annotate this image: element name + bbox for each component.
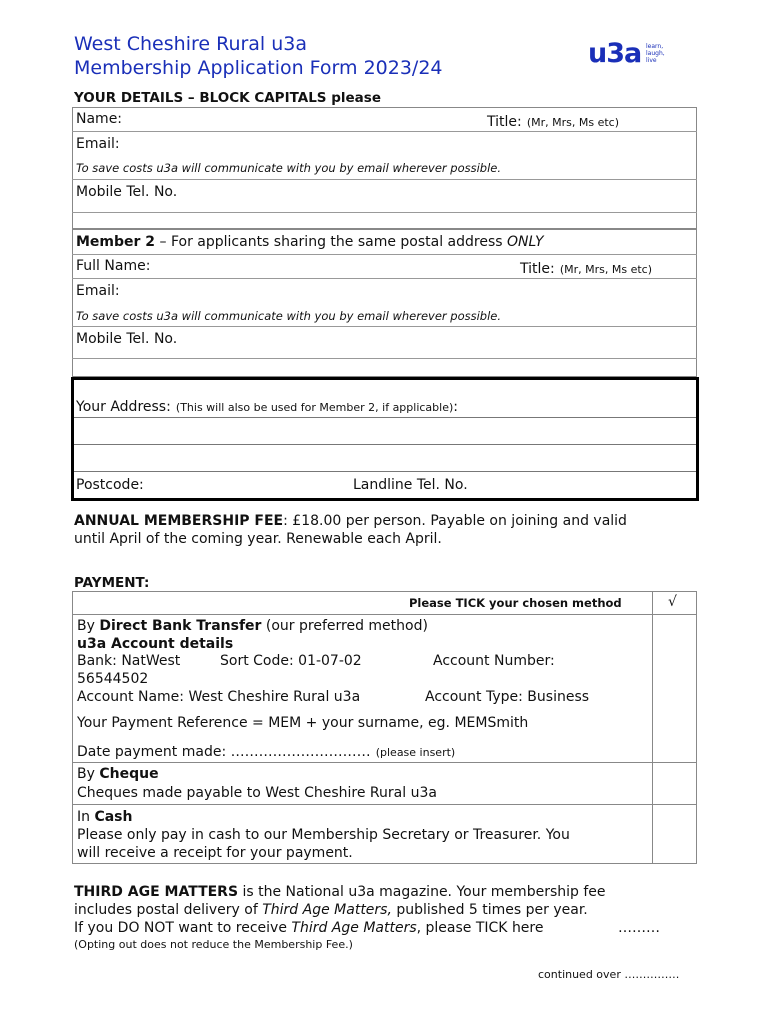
tick-symbol: √ <box>668 594 677 610</box>
divider <box>72 326 697 327</box>
address-colon: : <box>453 399 458 415</box>
divider <box>74 471 696 472</box>
sort-code: Sort Code: 01-07-02 <box>220 653 362 669</box>
divider <box>72 254 697 255</box>
tam-line3 <box>74 920 544 936</box>
cheque-tick-cell[interactable] <box>653 763 696 804</box>
bank-name: Bank: NatWest <box>77 653 181 669</box>
member2-title-label: Title: <box>520 261 555 277</box>
email-label: Email: <box>76 136 120 152</box>
tam-line2-a: includes postal delivery of <box>74 902 263 918</box>
divider <box>72 614 697 615</box>
member2-title-hint: (Mr, Mrs, Ms etc) <box>559 263 653 276</box>
cash-detail-line1: Please only pay in cash to our Membership Secretary or Treasurer. You <box>77 827 570 843</box>
tam-optout-tick[interactable]: ……… <box>618 920 660 936</box>
member2-email-note: To save costs u3a will communicate with you by email wherever possible. <box>76 309 502 323</box>
cheque-bold: Cheque <box>99 766 159 782</box>
account-number-label: Account Number: <box>433 653 555 669</box>
title-hint: (Mr, Mrs, Ms etc) <box>526 116 620 129</box>
form-title-line2: Membership Application Form 2023/24 <box>74 57 443 79</box>
account-details-heading: u3a Account details <box>77 636 234 652</box>
member2-mobile-label: Mobile Tel. No. <box>76 331 178 347</box>
bank-by: By <box>77 618 100 634</box>
tam-line3-a: If you DO NOT want to receive <box>74 920 292 936</box>
cash-method <box>77 809 132 825</box>
tam-line3-italic: Third Age Matters <box>291 920 417 936</box>
date-hint: (please insert) <box>375 746 456 759</box>
cheque-method <box>77 766 159 782</box>
divider <box>72 212 697 213</box>
tam-line1-rest: is the National u3a magazine. Your membership fee <box>238 884 606 900</box>
tam-line2-italic: Third Age Matters, <box>262 902 392 918</box>
tam-heading: THIRD AGE MATTERS <box>74 884 239 900</box>
divider <box>72 762 697 763</box>
landline-label: Landline Tel. No. <box>353 477 468 493</box>
email-note: To save costs u3a will communicate with you by email wherever possible. <box>76 161 502 175</box>
fee-line2: until April of the coming year. Renewable each April. <box>74 531 442 547</box>
tam-line3-b: , please TICK here <box>416 920 544 936</box>
address-label-text: Your Address: <box>76 399 171 415</box>
continued-over: continued over …………… <box>538 968 680 981</box>
cash-in: In <box>77 809 95 825</box>
bank-tick-cell[interactable] <box>653 615 696 762</box>
member2-title-field[interactable] <box>520 258 652 277</box>
logo-wordmark: u3a <box>588 38 642 69</box>
divider <box>72 804 697 805</box>
cash-detail-line2: will receive a receipt for your payment. <box>77 845 353 861</box>
full-name-label: Full Name: <box>76 258 151 274</box>
logo-tagline: learn, laugh, live <box>646 43 665 64</box>
tam-line2 <box>74 902 588 918</box>
address-label <box>76 396 458 415</box>
date-label: Date payment made: ………………………… <box>77 744 371 760</box>
divider <box>72 179 697 180</box>
address-note: (This will also be used for Member 2, if applicable) <box>175 401 454 414</box>
cheque-by: By <box>77 766 100 782</box>
divider <box>74 417 696 418</box>
payment-heading: PAYMENT: <box>74 575 150 591</box>
divider <box>72 278 697 279</box>
title-field[interactable] <box>487 111 619 130</box>
bank-method <box>77 618 428 634</box>
tam-line2-b: published 5 times per year. <box>391 902 588 918</box>
account-type: Account Type: Business <box>425 689 590 705</box>
divider <box>72 358 697 359</box>
cash-tick-cell[interactable] <box>653 805 696 863</box>
date-payment-field[interactable] <box>77 741 455 760</box>
u3a-logo <box>588 38 665 69</box>
tick-header: Please TICK your chosen method <box>409 596 622 610</box>
payment-reference: Your Payment Reference = MEM + your surname, eg. MEMSmith <box>77 715 529 731</box>
your-details-heading: YOUR DETAILS – BLOCK CAPITALS please <box>74 90 381 106</box>
account-number: 56544502 <box>77 671 149 687</box>
divider <box>74 444 696 445</box>
cash-bold: Cash <box>94 809 133 825</box>
member2-heading <box>76 234 544 250</box>
member2-box <box>72 229 697 377</box>
member2-heading-bold: Member 2 <box>76 234 156 250</box>
tam-line1 <box>74 884 606 900</box>
title-label: Title: <box>487 114 522 130</box>
bank-method-rest: (our preferred method) <box>261 618 428 634</box>
bank-method-bold: Direct Bank Transfer <box>99 618 262 634</box>
member2-heading-rest: – For applicants sharing the same postal address <box>155 234 508 250</box>
cheque-detail: Cheques made payable to West Cheshire Rural u3a <box>77 785 437 801</box>
tam-optout-note: (Opting out does not reduce the Membership Fee.) <box>74 938 353 951</box>
divider <box>72 131 697 132</box>
postcode-label: Postcode: <box>76 477 144 493</box>
fee-line1: : £18.00 per person. Payable on joining and valid <box>283 513 627 529</box>
member2-email-label: Email: <box>76 283 120 299</box>
member2-heading-italic: ONLY <box>507 234 544 250</box>
mobile-label: Mobile Tel. No. <box>76 184 178 200</box>
form-title-line1: West Cheshire Rural u3a <box>74 33 308 55</box>
name-label: Name: <box>76 111 123 127</box>
account-name: Account Name: West Cheshire Rural u3a <box>77 689 361 705</box>
fee-heading: ANNUAL MEMBERSHIP FEE <box>74 513 284 529</box>
fee-text <box>74 513 714 529</box>
